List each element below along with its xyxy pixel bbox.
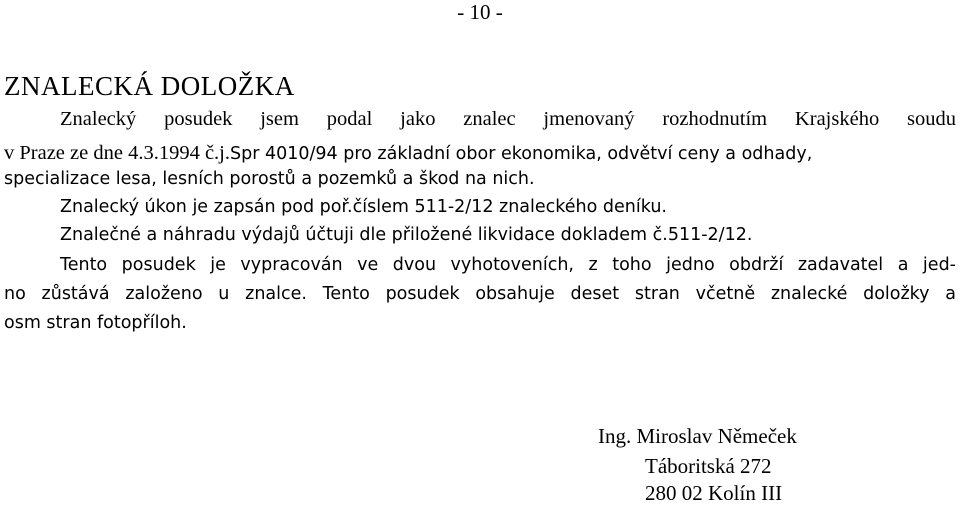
signature-street: Táboritská 272 (645, 454, 772, 478)
text-line-4: Znalecký úkon je zapsán pod poř.číslem 511-2/12 znaleckého deníku. (60, 197, 667, 217)
text-line-2-start: v Praze ze dne 4.3.1994 č.j. (4, 142, 230, 164)
text-line-7: no zůstává založeno u znalce. Tento posudek obsahuje deset stran včetně znalecké doložky a (4, 284, 956, 304)
signature-name: Ing. Miroslav Němeček (598, 424, 797, 448)
page-number: - 10 - (457, 0, 503, 24)
text-line-3: specializace lesa, lesních porostů a pozemků a škod na nich. (4, 169, 535, 189)
text-line-6: Tento posudek je vypracován ve dvou vyhotoveních, z toho jedno obdrží zadavatel a jed- (60, 255, 956, 275)
text-line-2 (4, 141, 956, 166)
text-line-1: Znalecký posudek jsem podal jako znalec jmenovaný rozhodnutím Krajského soudu (60, 108, 956, 130)
text-line-5: Znalečné a náhradu výdajů účtuji dle přiložené likvidace dokladem č.511-2/12. (60, 225, 753, 245)
signature-city: 280 02 Kolín III (645, 481, 783, 505)
page-title: ZNALECKÁ DOLOŽKA (4, 71, 295, 101)
text-line-2-end: Spr 4010/94 pro základní obor ekonomika, odvětví ceny a odhady, (230, 144, 813, 164)
text-line-8: osm stran fotopříloh. (4, 313, 187, 333)
